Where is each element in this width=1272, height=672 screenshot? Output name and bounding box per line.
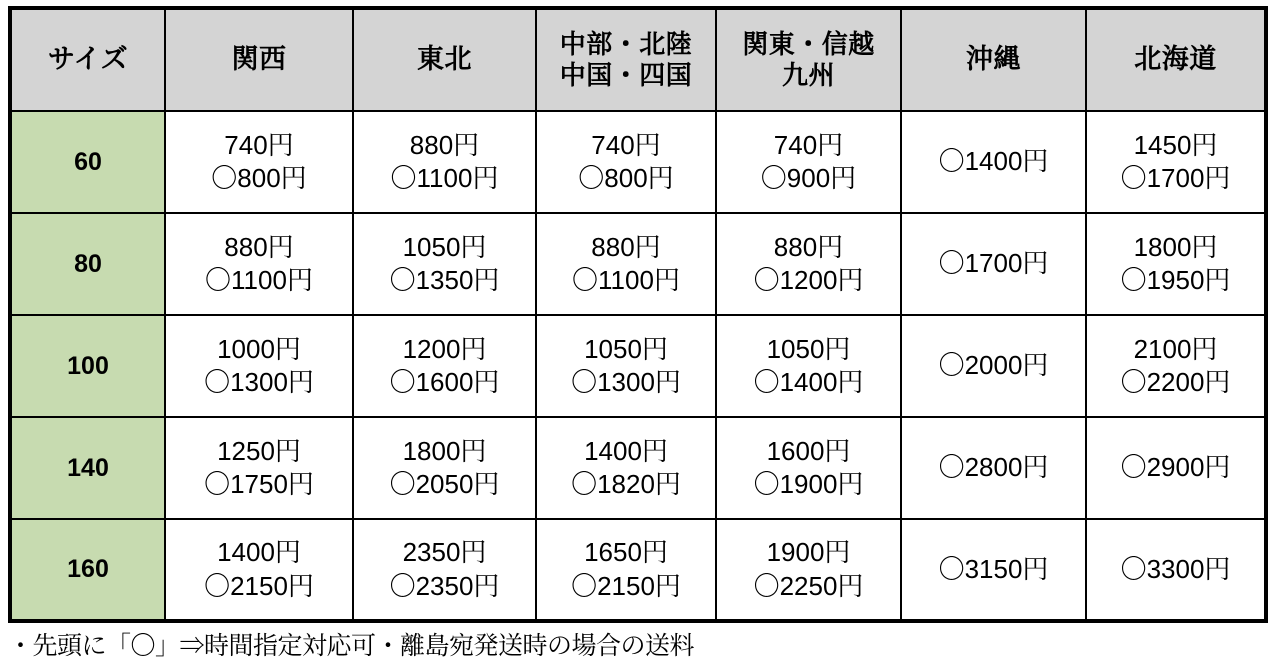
price-cell (165, 519, 353, 621)
price-cell (901, 111, 1086, 213)
price-remote: 〇3150円 (938, 553, 1049, 584)
header-line: 関西 (231, 44, 287, 75)
table-row (10, 111, 1266, 213)
column-header-size (10, 8, 165, 111)
price-standard: 1900円 (766, 537, 851, 568)
price-standard: 880円 (409, 129, 480, 160)
price-remote: 〇1700円 (938, 248, 1049, 279)
table-header (10, 8, 1266, 111)
price-cell (1086, 111, 1266, 213)
price-cell (716, 417, 901, 519)
price-remote: 〇800円 (578, 163, 674, 193)
price-standard: 1650円 (584, 537, 668, 568)
price-cell (536, 213, 716, 315)
price-standard: 1050円 (402, 231, 487, 262)
price-cell (536, 315, 716, 417)
column-header-kansai (165, 8, 353, 111)
price-cell (1086, 213, 1266, 315)
price-remote: 〇2200円 (1120, 367, 1231, 397)
header-line: サイズ (47, 44, 129, 75)
price-remote: 〇1400円 (753, 367, 864, 397)
price-cell (536, 111, 716, 213)
header-line: 関東・信越 (742, 28, 875, 59)
price-cell (1086, 417, 1266, 519)
price-remote: 〇1300円 (571, 367, 681, 397)
price-cell (716, 315, 901, 417)
price-remote: 〇2800円 (938, 452, 1049, 483)
price-cell (353, 315, 536, 417)
price-remote: 〇800円 (211, 163, 307, 193)
price-cell (1086, 519, 1266, 621)
column-header-kanto-shinetsu-kyushu (716, 8, 901, 111)
price-standard: 1000円 (217, 333, 301, 364)
price-cell (901, 315, 1086, 417)
price-remote: 〇2150円 (204, 570, 314, 601)
price-cell (901, 519, 1086, 621)
price-cell (353, 417, 536, 519)
price-remote: 〇1200円 (753, 265, 864, 295)
size-label: 100 (10, 315, 165, 417)
header-line: 中部・北陸 (559, 28, 693, 59)
price-standard: 740円 (591, 129, 661, 160)
shipping-rate-table (8, 6, 1268, 623)
price-remote: 〇1100円 (390, 163, 499, 193)
column-header-okinawa (901, 8, 1086, 111)
header-line: 中国・四国 (559, 60, 693, 90)
price-cell (1086, 315, 1266, 417)
price-cell (353, 519, 536, 621)
price-cell (536, 417, 716, 519)
price-remote: 〇1820円 (571, 469, 681, 499)
price-remote: 〇1750円 (204, 469, 314, 499)
price-remote: 〇2050円 (389, 469, 500, 499)
column-header-hokkaido (1086, 8, 1266, 111)
price-cell (716, 519, 901, 621)
size-label: 140 (10, 417, 165, 519)
price-standard: 1400円 (584, 435, 668, 466)
price-cell (716, 213, 901, 315)
price-remote: 〇2000円 (938, 350, 1049, 381)
price-standard: 1450円 (1133, 129, 1218, 160)
price-standard: 1800円 (1133, 231, 1218, 262)
column-header-tohoku (353, 8, 536, 111)
table-row (10, 315, 1266, 417)
price-standard: 1400円 (217, 537, 301, 568)
table-body (10, 111, 1266, 621)
price-remote: 〇1100円 (572, 265, 680, 295)
price-remote: 〇2250円 (753, 570, 864, 601)
price-standard: 1200円 (402, 333, 487, 364)
price-remote: 〇2350円 (389, 570, 500, 601)
header-row (10, 8, 1266, 111)
price-standard: 1050円 (584, 333, 668, 364)
price-standard: 880円 (773, 231, 844, 262)
price-cell (901, 213, 1086, 315)
column-header-chubu-hokuriku-chugoku-shikoku (536, 8, 716, 111)
price-remote: 〇1300円 (204, 367, 314, 397)
price-standard: 880円 (224, 231, 294, 262)
price-standard: 1050円 (766, 333, 851, 364)
price-remote: 〇1950円 (1120, 265, 1231, 295)
price-standard: 1800円 (402, 435, 487, 466)
price-remote: 〇1700円 (1120, 163, 1231, 193)
price-cell (165, 417, 353, 519)
price-standard: 1250円 (217, 435, 301, 466)
price-remote: 〇1600円 (389, 367, 500, 397)
header-line: 沖縄 (966, 44, 1021, 75)
price-remote: 〇2150円 (571, 570, 681, 601)
price-cell (716, 111, 901, 213)
header-line: 九州 (781, 60, 835, 90)
price-standard: 740円 (773, 129, 844, 160)
price-cell (901, 417, 1086, 519)
price-remote: 〇1100円 (205, 265, 313, 295)
price-remote: 〇3300円 (1120, 553, 1231, 584)
header-line: 北海道 (1134, 44, 1217, 75)
price-remote: 〇900円 (760, 163, 857, 193)
price-cell (165, 213, 353, 315)
price-cell (536, 519, 716, 621)
price-standard: 880円 (591, 231, 661, 262)
price-remote: 〇1900円 (753, 469, 864, 499)
price-cell (165, 315, 353, 417)
price-standard: 1600円 (766, 435, 851, 466)
table-row (10, 519, 1266, 621)
price-standard: 2350円 (402, 537, 487, 568)
price-remote: 〇1350円 (389, 265, 500, 295)
table-row (10, 417, 1266, 519)
price-cell (353, 111, 536, 213)
footnote: ・先頭に「〇」⇒時間指定対応可・離島宛発送時の場合の送料 (8, 632, 695, 660)
table-row (10, 213, 1266, 315)
size-label: 60 (10, 111, 165, 213)
size-label: 80 (10, 213, 165, 315)
size-label: 160 (10, 519, 165, 621)
header-line: 東北 (417, 44, 472, 75)
price-remote: 〇1400円 (938, 146, 1049, 177)
price-remote: 〇2900円 (1120, 452, 1231, 483)
price-cell (353, 213, 536, 315)
price-standard: 2100円 (1133, 333, 1218, 364)
price-cell (165, 111, 353, 213)
price-standard: 740円 (224, 129, 294, 160)
